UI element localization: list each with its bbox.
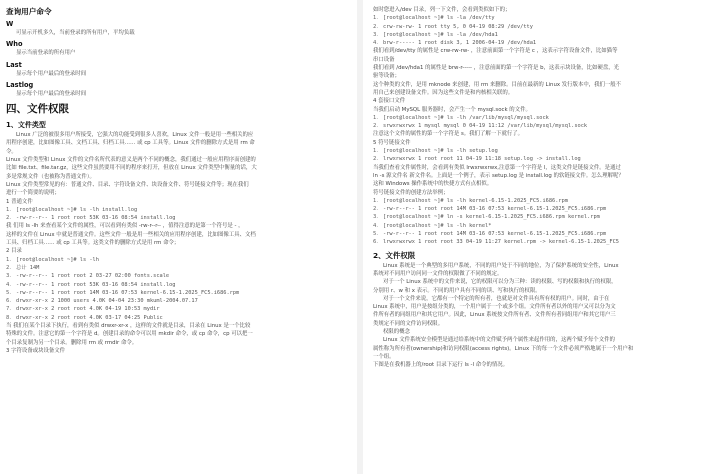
cmd-desc: 显示每个用户最后的登录时间: [16, 90, 87, 97]
text-line: 用自己来创建设备文件。因为这些文件是和内核相关联的。: [373, 89, 514, 96]
text-line: 权限的概念: [383, 328, 410, 335]
paragraph: [373, 130, 712, 147]
text-line: 比如 file.txt、file.tar.gz，这些文件虽然要用不同的程序来打开，但放在 Linux 文件类型中衡量的话，大: [6, 165, 257, 172]
code-list: [373, 14, 712, 47]
paragraph: [373, 164, 712, 197]
text-line: 当我们启动 MySQL 服务器时，会产生一个 mysql.sock 的文件。: [373, 106, 531, 113]
text-line: 这样的文件在 Linux 中就是普通文件。这些文件一般是用一些相关的应用程序创建，比如图像工具、文档: [6, 231, 256, 238]
paragraph: [6, 222, 345, 255]
list-item: 8. drwxr-xr-x 2 root root 4.0K 03-17 04:25 Public: [6, 314, 163, 321]
paragraph: [6, 131, 345, 156]
text-line: 1 普通文件: [6, 198, 33, 205]
list-item: 2. srwxrwxrwx 1 mysql mysql 0 04-19 11:12 /var/lib/mysql/mysql.sock: [373, 123, 588, 130]
list-item: 1. [root@localhost ~]# ls -lh kernel-6.15-1.2025_FC5.i686.rpm: [373, 197, 568, 204]
text-line: 属性称为所有者(ownership)和访问权限(access rights)。Linux 下的每一个文件必须严格地属于一个用户和: [373, 345, 634, 352]
cmd-desc: 显示每个用户最后的登录时间: [16, 70, 87, 77]
list-item: 2. -rw-r--r-- 1 root root 53K 03-16 08:54 install.log: [6, 215, 176, 222]
text-line: 串口设备: [373, 56, 395, 63]
section-heading: 四、文件权限: [6, 103, 69, 116]
text-line: Linux 广泛的被很多用户所接受，它强大的功能受到很多人喜欢，Linux 文件一般是用一些相关的应: [16, 132, 254, 139]
text-line: 我们看到/dev/tty 的属性是 crw-rw-rw- ，注意前面第一个字符是 c ，这表示字符设备文件，比如猫等: [373, 48, 618, 55]
text-line: 令。: [6, 148, 17, 155]
text-line: 驱等设备；: [373, 73, 400, 80]
text-line: Linux 文件类型常见的有：普通文件、目录、字符设备文件、块设备文件、符号链接文件等；现在我们: [6, 181, 249, 188]
list-item: 4. -rw-r--r-- 1 root root 53K 03-16 08:54 install.log: [6, 281, 176, 288]
list-item: 3. -rw-r--r-- 1 root root 2 03-27 02:00 fonts.scale: [6, 273, 170, 280]
list-item: 6. drwxr-xr-x 2 1000 users 4.0K 04-04 23:30 mkuml-2004.07.17: [6, 298, 198, 305]
text-line: Linux 系统中，用户是按组分类的，一个用户属于一个或多个组。文件所有者以外的用户又可以分为文: [373, 304, 616, 311]
text-line: 进行一个简要的说明；: [6, 190, 60, 197]
code-list: [6, 206, 345, 223]
list-item: 2. -rw-r--r-- 1 root root 14M 03-16 07:53 kernel-6.15-1.2025_FC5.i686.rpm: [373, 206, 607, 213]
paragraph: [373, 6, 712, 14]
text-line: 对于一个 Linux 系统中的文件来说，它的权限可以分为三种：读的权限、写的权限和执行的权限，: [383, 279, 617, 286]
list-item: 1. [root@localhost ~]# ls -lh setup.log: [373, 148, 498, 155]
cmd-desc: 显示当前登录的所有用户: [16, 50, 76, 57]
text-line: 特殊的文件。注意它的第一个字符是 d。创建目录的命令可以用 mkdir 命令，或 cp 命令，cp 可以把一: [6, 331, 253, 338]
list-item: 5. -rw-r--r-- 1 root root 14M 03-16 07:53 kernel-6.15-1.2025_FC5.i686.rpm: [373, 231, 607, 238]
list-item: 3. [root@localhost ~]# ln -s kernel-6.15-1.2025_FC5.i686.rpm kernel.rpm: [373, 214, 600, 221]
list-item: 2. 总计 14M: [6, 264, 40, 271]
code-list: [6, 256, 345, 322]
text-line: 当 我们在某个目录下执行，看到有类似 drwxr-xr-x ，这样的文件就是目录，目录在 Linux 是一个比较: [6, 323, 251, 330]
list-item: 3. [root@localhost ~]# ls -la /dev/hda1: [373, 31, 498, 38]
text-line: Linux 文件类型和 Linux 文件的文件名所代表的意义是两个不同的概念，我们通过一般应用程序而创建的: [6, 157, 256, 164]
paragraph: [6, 322, 345, 355]
text-line: 注意这个文件的属性的第一个字符是 s。我们了解一下就行了。: [373, 131, 524, 138]
paragraph: [373, 262, 712, 370]
list-item: 2. crw-rw-rw- 1 root tty 5, 0 04-19 08:29 /dev/tty: [373, 23, 533, 30]
text-line: 4 套接口文件: [373, 98, 406, 105]
cmd-name: Last: [6, 60, 22, 69]
text-line: 个目录复制为另一个目录。删除用 rm 或 rmdir 命令。: [6, 339, 138, 346]
text-line: 符号链接文件的创建方法举例；: [373, 189, 449, 196]
text-line: 下图是在我机器上的/root 目录下运行 ls -l 命令的情况。: [373, 362, 509, 369]
text-line: 如时您进入/dev 目录，列一下文件，会看到类似如下的；: [373, 7, 511, 13]
text-line: 我们看到 /dev/hda1 的属性是 brw-r----- ，注意前面的第一个字符是 b，这表示块设备，比如硬盘，光: [373, 65, 619, 72]
list-item: 4. brw-r----- 1 root disk 3, 1 2006-04-19 /dev/hda1: [373, 40, 537, 47]
text-line: 对于一个文件来说，它都有一个特定的所有者，也就是对文件具有所有权的用户。同时，由于在: [383, 295, 610, 302]
text-line: 分别用 r、w 和 x 表示。不同的用户具有不同的读、写和执行的权限。: [373, 287, 541, 294]
text-line: 5 符号链接文件: [373, 139, 411, 146]
text-line: 这和 Windows 操作系统中的快捷方式有点相似。: [373, 181, 493, 188]
list-item: 6. lrwxrwxrwx 1 root root 33 04-19 11:27 kernel.rpm -> kernel-6.15-1.2025_FC5: [373, 239, 619, 246]
list-item: 1. [root@localhost ~]# ls -la /dev/tty: [373, 15, 495, 22]
text-line: 工具、归档工具…… 或 cp 工具等。这类文件的删除方式是用 rm 命令；: [6, 240, 180, 247]
text-line: 这个种类的文件，是用 mknode 来创建，用 rm 来删除。目前在最新的 Linux 发行版本中，我们一般不: [373, 81, 622, 88]
doc-heading: 查询用户命令: [6, 7, 52, 16]
text-line: Linux 文件系统安全模型是通过给系统中的文件赋予两个属性来起作用的，这两个赋予每个文件的: [383, 337, 615, 344]
text-line: 当我们查看文件属性时，会看到有类似 lrwxrwxrwx,注意第一个字符是 l，这类文件是链接文件。是通过: [373, 164, 621, 171]
code-list: [373, 197, 712, 247]
left-page: [0, 0, 357, 474]
text-line: 2 目录: [6, 248, 22, 255]
text-line: ln -s 源文件名 新文件名。上面是一个例子，表示 setup.log 是 install.log 的软链接文件。怎么理解呢？: [373, 172, 624, 179]
text-line: 件所有者的同组用户和其它用户。因此，Linux 系统按文件所有者、文件所有者同组用户和其它用户三: [373, 312, 616, 319]
list-item: 1. [root@localhost ~]# ls -lh install.log: [6, 206, 138, 213]
text-line: 多是常规文件（也被称为普通文件）。: [6, 173, 95, 180]
list-item: 5. -rw-r--r-- 1 root root 14M 03-16 07:53 kernel-6.15-1.2025_FC5.i686.rpm: [6, 289, 240, 296]
text-line: Linux 系统是一个典型的多用户系统，不同的用户处于不同的地位，为了保护系统的安全性，Linux: [383, 262, 619, 269]
cmd-name: Who: [6, 40, 23, 49]
paragraph: [373, 47, 712, 113]
text-line: 3 字符设备或块设备文件: [6, 347, 66, 354]
text-line: 类规定不同的文件访问权限。: [373, 320, 444, 327]
cmd-desc: 可显示开机多久，当前登录的所有用户，平均负载: [16, 30, 135, 36]
subsection-heading: 1、文件类型: [6, 121, 46, 130]
list-item: 1. [root@localhost ~]# ls -lh /var/lib/mysql/mysql.sock: [373, 114, 549, 121]
text-line: 系统对不同用户访问同一文件的权限做了不同的规定。: [373, 270, 503, 277]
cmd-name: W: [6, 20, 14, 28]
list-item: 2. lrwxrwxrwx 1 root root 11 04-19 11:18 setup.log -> install.log: [373, 156, 581, 163]
list-item: 7. drwxr-xr-x 2 root root 4.0K 04-19 10:53 mydir: [6, 306, 160, 313]
text-line: 我 们用 ls -lh 来查看某个文件的属性，可以看到有类似 -rw-r--r-- ，值得注意的是第一个符号是 - ，: [6, 223, 244, 230]
paragraph: [6, 156, 345, 206]
list-item: 1. [root@localhost ~]# ls -lh: [6, 256, 99, 263]
text-line: 用程序创建，比如图像工具、文档工具、归档工具…… 或 cp 工具等。Linux 文件的删除方式是用 rm 命: [6, 140, 255, 147]
right-page: [363, 0, 720, 474]
code-list: [373, 114, 712, 131]
subsection-heading: 2、文件权限: [373, 250, 416, 260]
code-list: [373, 147, 712, 164]
text-line: 一个组。: [373, 353, 395, 360]
list-item: 4. [root@localhost ~]# ls -lh kernel*: [373, 222, 492, 229]
cmd-name: Lastlog: [6, 80, 34, 89]
